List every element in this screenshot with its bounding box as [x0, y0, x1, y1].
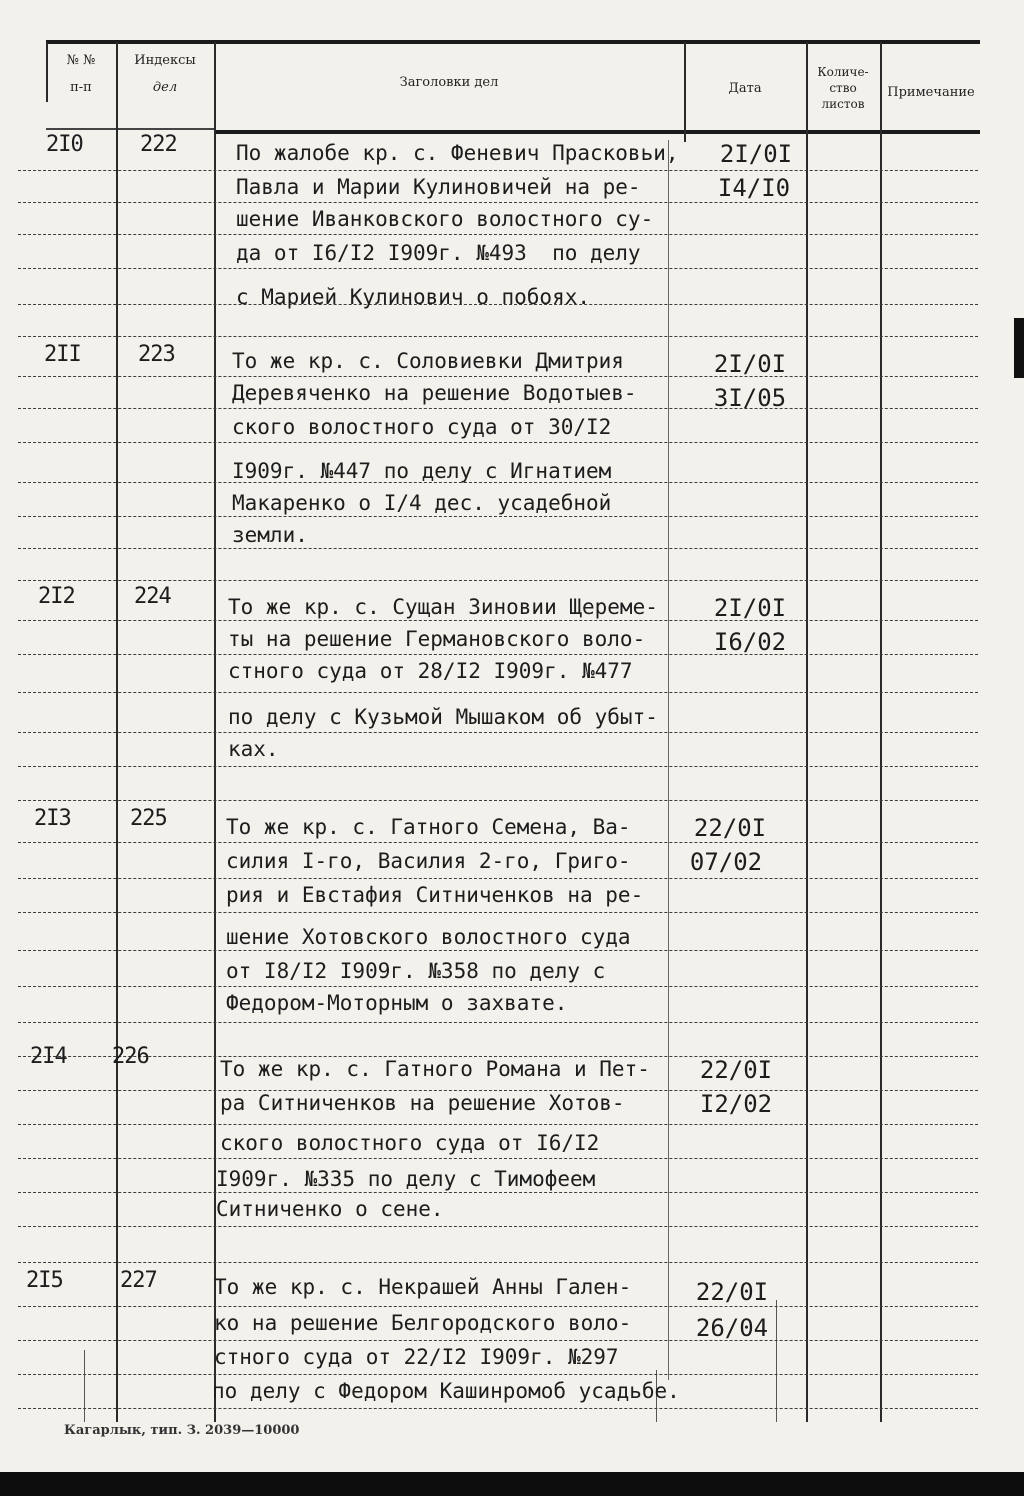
entry-date-start: 2I/0I [713, 350, 787, 378]
entry-date-start: 22/0I [695, 1278, 769, 1306]
entry-number: 2I4 [30, 1044, 67, 1069]
entry-title-line: земли. [232, 523, 308, 547]
entry-title-line: от I8/I2 I909г. №358 по делу с [226, 959, 606, 983]
entry-title-line: шение Иванковского волостного су- [236, 207, 654, 231]
entry-title-line: То же кр. с. Гатного Семена, Ва- [226, 815, 631, 839]
entry-number: 2I5 [26, 1268, 63, 1293]
entry-title-line: рия и Евстафия Ситниченков на ре- [226, 883, 644, 907]
entry-title-line: да от I6/I2 I909г. №493 по делу [236, 241, 641, 265]
entry-title-line: с Марией Кулинович о побоях. [236, 285, 591, 309]
entry-index: 227 [120, 1268, 157, 1293]
header-col-index [118, 52, 212, 96]
entry-date-end: I6/02 [713, 628, 787, 656]
header-col-note [882, 84, 980, 101]
ruled-line [18, 1374, 978, 1375]
entry-date-end: 26/04 [695, 1314, 769, 1342]
header-top-rule [46, 40, 980, 44]
header-col-count-line2: ство [829, 81, 857, 95]
entry-title-line: I909г. №447 по делу с Игнатием [232, 459, 612, 483]
entry-title-line: ского волостного суда от 30/I2 [232, 415, 612, 439]
ruled-line [18, 1408, 978, 1409]
header-col-num-line1: № № [66, 53, 96, 68]
entry-title-line: Федором-Моторным о захвате. [226, 991, 568, 1015]
entry-title-line: ского волостного суда от I6/I2 [220, 1131, 600, 1155]
entry-title-line: Ситниченко о сене. [216, 1197, 444, 1221]
entry-date-end: 07/02 [689, 848, 763, 876]
header-bottom-rule [215, 130, 980, 134]
entry-title-line: стного суда от 22/I2 I909г. №297 [214, 1345, 619, 1369]
entry-number: 2I2 [38, 584, 75, 609]
entry-title-line: То же кр. с. Гатного Романа и Пет- [220, 1057, 650, 1081]
ruled-line [18, 1306, 978, 1307]
entry-number: 2II [44, 342, 81, 367]
header-col-count [808, 64, 878, 112]
printer-imprint: Кагарлык, тип. З. 2039—10000 [64, 1423, 300, 1438]
entry-title-line: ках. [228, 737, 279, 761]
entry-title-line: стного суда от 28/I2 I909г. №477 [228, 659, 633, 683]
entry-number: 2I3 [34, 806, 71, 831]
ruled-line [18, 1340, 978, 1341]
ruled-line [18, 580, 978, 581]
scan-edge-mark [1014, 318, 1024, 378]
entry-number: 2I0 [46, 132, 83, 157]
entry-title-line: По жалобе кр. с. Феневич Прасковьи, [236, 141, 692, 165]
header-col-note-text: Примечание [887, 85, 975, 100]
header-col-count-line1: Количе- [817, 65, 869, 79]
entry-title-line: Деревяченко на решение Водотыев- [232, 381, 637, 405]
entry-title-line: ра Ситниченков на решение Хотов- [220, 1091, 625, 1115]
entry-title-line: То же кр. с. Соловиевки Дмитрия [232, 349, 624, 373]
entry-index: 225 [130, 806, 167, 831]
entry-title-line: по делу с Федором Кашинромоб усадьбе. [212, 1379, 680, 1403]
entry-date-start: 22/0I [693, 814, 767, 842]
entry-title-line: по делу с Кузьмой Мышаком об убыт- [228, 705, 658, 729]
entry-index: 224 [134, 584, 171, 609]
entry-title-line: Павла и Марии Кулиновичей на ре- [236, 175, 641, 199]
header-col-date-text: Дата [728, 81, 762, 96]
ruled-line [18, 800, 978, 801]
entry-date-start: 2I/0I [713, 594, 787, 622]
entry-title-line: I909г. №335 по делу с Тимофеем [216, 1167, 596, 1191]
header-col-num-line2: п-п [70, 80, 92, 95]
header-col-num [48, 52, 114, 96]
entry-title-line: То же кр. с. Некрашей Анны Гален- [214, 1275, 632, 1299]
header-col-index-line2: дел [152, 80, 178, 95]
entry-date-end: I4/I0 [717, 174, 791, 202]
header-col-title-text: Заголовки дел [399, 75, 499, 90]
ruled-line [18, 912, 978, 913]
entry-index: 222 [140, 132, 177, 157]
ruled-line [18, 1022, 978, 1023]
entry-index: 226 [112, 1044, 149, 1069]
entry-title-line: То же кр. с. Сущан Зиновии Щереме- [228, 595, 658, 619]
entry-index: 223 [138, 342, 175, 367]
entry-date-end: I2/02 [699, 1090, 773, 1118]
ruled-line [18, 170, 978, 171]
scan-bottom-edge [0, 1472, 1024, 1496]
ruled-line [18, 692, 978, 693]
ruled-line [18, 1226, 978, 1227]
entry-date-start: 22/0I [699, 1056, 773, 1084]
entry-title-line: ты на решение Германовского воло- [228, 627, 646, 651]
header-col-title [216, 74, 682, 91]
header-col-index-line1: Индексы [134, 53, 196, 68]
header-col-count-line3: листов [821, 97, 865, 111]
ruled-line [18, 766, 978, 767]
entry-title-line: Макаренко о I/4 дес. усадебной [232, 491, 612, 515]
entry-title-line: силия I-го, Василия 2-го, Григо- [226, 849, 631, 873]
entry-title-line: шение Хотовского волостного суда [226, 925, 631, 949]
column-divider-lower-1 [84, 1350, 85, 1422]
entry-date-end: 3I/05 [713, 384, 787, 412]
entry-title-line: ко на решение Белгородского воло- [214, 1311, 632, 1335]
entry-date-start: 2I/0I [719, 140, 793, 168]
ruled-line [18, 878, 978, 879]
ruled-line [18, 1262, 978, 1263]
ruled-line [18, 336, 978, 337]
ruled-line [18, 1124, 978, 1125]
header-bottom-rule-left [46, 128, 216, 130]
header-col-date [686, 80, 804, 97]
